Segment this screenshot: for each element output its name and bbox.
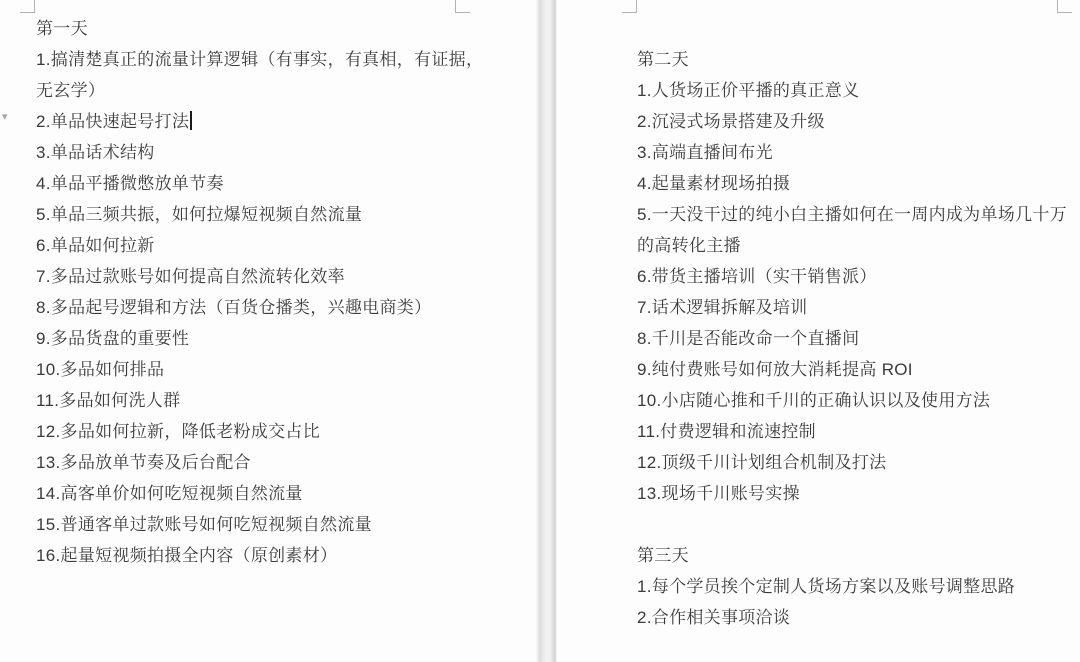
text-line[interactable]: 第一天 <box>36 19 88 38</box>
text-line[interactable]: 10.小店随心推和千川的正确认识以及使用方法 <box>637 391 991 410</box>
text-line[interactable]: 4.起量素材现场拍摄 <box>637 174 791 193</box>
text-line[interactable]: 7.多品过款账号如何提高自然流转化效率 <box>36 267 345 286</box>
text-line[interactable]: 1.每个学员挨个定制人货场方案以及账号调整思路 <box>637 577 1016 596</box>
text-line[interactable]: 第三天 <box>637 546 689 565</box>
text-line[interactable]: 1.搞清楚真正的流量计算逻辑（有事实，有真相，有证据， <box>36 50 484 69</box>
text-line[interactable]: 11.多品如何洗人群 <box>36 391 181 410</box>
text-line[interactable]: 16.起量短视频拍摄全内容（原创素材） <box>36 546 338 565</box>
text-line[interactable]: 6.带货主播培训（实干销售派） <box>637 267 877 286</box>
text-line[interactable]: 14.高客单价如何吃短视频自然流量 <box>36 484 303 503</box>
text-line[interactable] <box>637 509 1077 540</box>
text-line[interactable]: 12.顶级千川计划组合机制及打法 <box>637 453 887 472</box>
margin-crop-mark-top-left <box>20 0 35 13</box>
page-2 <box>557 0 1080 662</box>
page-1-text-area[interactable] <box>36 13 484 571</box>
text-line[interactable]: 12.多品如何拉新，降低老粉成交占比 <box>36 422 321 441</box>
margin-crop-mark-top-left <box>622 0 637 13</box>
text-line[interactable]: 无玄学） <box>36 81 106 100</box>
text-line[interactable]: 2.单品快速起号打法 <box>36 106 476 137</box>
text-line[interactable]: 3.单品话术结构 <box>36 143 155 162</box>
text-line[interactable]: 11.付费逻辑和流速控制 <box>637 422 816 441</box>
page-1 <box>0 0 536 662</box>
margin-crop-mark-top-right <box>455 0 470 13</box>
text-line[interactable]: 第二天 <box>637 50 689 69</box>
page-gap <box>536 0 557 662</box>
text-line[interactable]: 2.合作相关事项洽谈 <box>637 608 791 627</box>
text-line[interactable]: 9.纯付费账号如何放大消耗提高 ROI <box>637 360 913 379</box>
text-line[interactable]: 8.多品起号逻辑和方法（百货仓播类，兴趣电商类） <box>36 298 432 317</box>
text-line[interactable]: 8.千川是否能改命一个直播间 <box>637 329 860 348</box>
text-line[interactable]: 4.单品平播微憋放单节奏 <box>36 174 224 193</box>
text-line[interactable]: 13.多品放单节奏及后台配合 <box>36 453 251 472</box>
margin-crop-mark-top-right <box>1057 0 1072 13</box>
text-line[interactable]: 9.多品货盘的重要性 <box>36 329 190 348</box>
text-line[interactable]: 3.高端直播间布光 <box>637 143 773 162</box>
text-line[interactable]: 7.话术逻辑拆解及培训 <box>637 298 808 317</box>
page-2-text-area[interactable] <box>637 13 1077 633</box>
text-line[interactable]: 15.普通客单过款账号如何吃短视频自然流量 <box>36 515 372 534</box>
text-line[interactable]: 的高转化主播 <box>637 236 741 255</box>
text-line[interactable]: 2.沉浸式场景搭建及升级 <box>637 112 825 131</box>
text-line[interactable]: 6.单品如何拉新 <box>36 236 155 255</box>
text-line[interactable]: 5.一天没干过的纯小白主播如何在一周内成为单场几十万 <box>637 205 1067 224</box>
text-line[interactable]: 1.人货场正价平播的真正意义 <box>637 81 860 100</box>
text-line[interactable]: 5.单品三频共振，如何拉爆短视频自然流量 <box>36 205 363 224</box>
text-line[interactable]: 13.现场千川账号实操 <box>637 484 800 503</box>
text-line[interactable] <box>637 13 1077 44</box>
text-cursor <box>190 111 192 130</box>
text-line[interactable]: 10.多品如何排品 <box>36 360 165 379</box>
collapse-arrow-icon[interactable]: ▾ <box>2 111 8 123</box>
